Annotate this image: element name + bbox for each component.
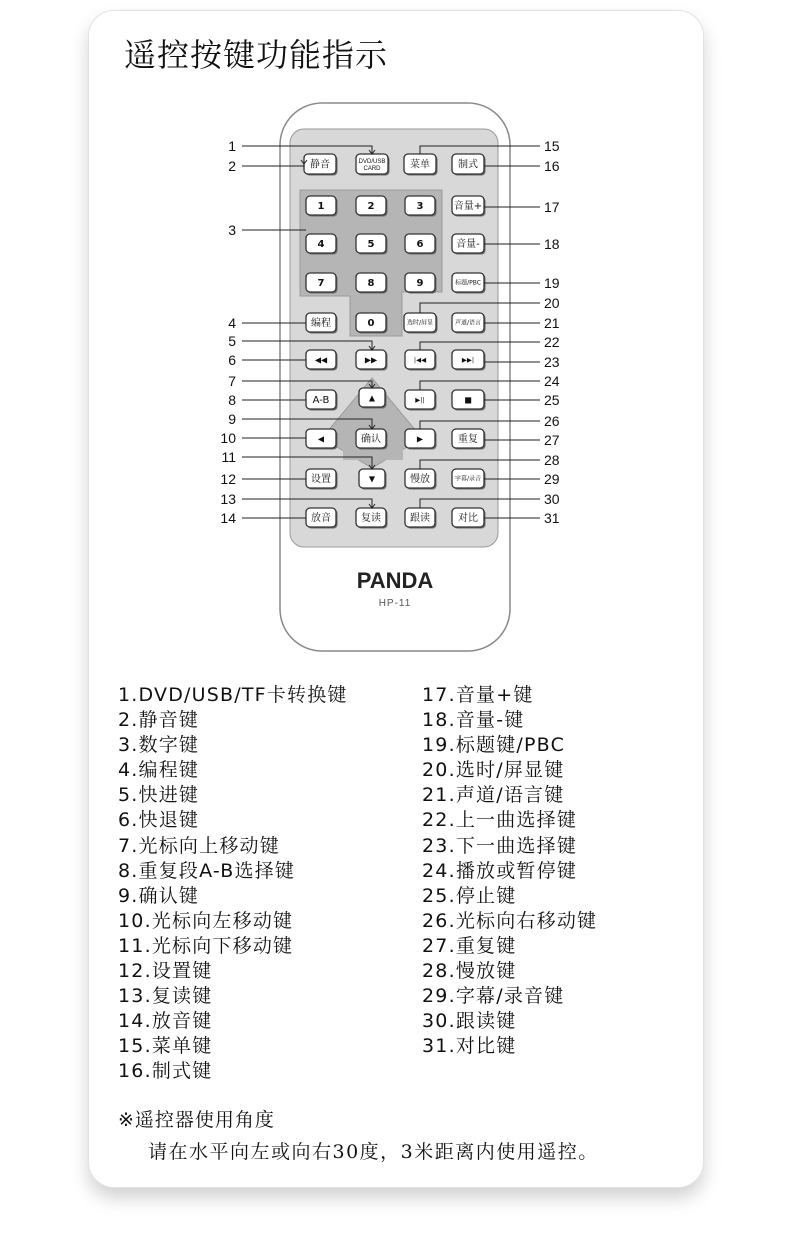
callout-number: 8	[228, 392, 236, 408]
repeat-button[interactable]	[452, 429, 486, 450]
title-pbc-button[interactable]	[452, 273, 486, 294]
cursor-up-button-icon: ▲	[368, 393, 376, 403]
callout-number: 7	[228, 373, 236, 389]
dvd-usb-card-button-label-top: DVD/USB	[358, 159, 386, 165]
legend-item: 11.光标向下移动键	[118, 934, 294, 957]
setup-button[interactable]	[306, 469, 338, 490]
brand-logo: PANDA	[356, 568, 434, 593]
legend-item: 21.声道/语言键	[422, 784, 565, 807]
previous-track-button-icon: |◀◀	[413, 355, 427, 364]
legend-item: 5.快进键	[118, 784, 200, 807]
next-track-button-icon: ▶▶|	[461, 355, 475, 364]
ab-repeat-button-label: A-B	[312, 395, 330, 407]
callout-number: 21	[544, 315, 560, 331]
legend-item: 20.选时/屏显键	[422, 759, 565, 782]
confirm-button[interactable]	[356, 429, 388, 450]
legend-item: 4.编程键	[118, 759, 200, 782]
legend-item: 19.标题键/PBC	[422, 734, 566, 757]
cursor-left-button[interactable]	[306, 429, 338, 450]
callout-number: 31	[544, 510, 560, 526]
legend-item: 10.光标向左移动键	[118, 909, 294, 932]
play-pause-button-icon: ▶||	[415, 395, 425, 404]
legend-item: 26.光标向右移动键	[422, 909, 598, 932]
legend-item: 12.设置键	[118, 960, 213, 983]
legend-item: 15.菜单键	[118, 1035, 213, 1058]
callout-number: 19	[544, 275, 560, 291]
callout-number: 25	[544, 392, 560, 408]
dvd-usb-card-button[interactable]	[356, 154, 390, 176]
callout-number: 17	[544, 199, 560, 215]
callout-number: 22	[544, 334, 560, 350]
cursor-right-button-icon: ▶	[416, 434, 424, 444]
volume-up-button[interactable]	[452, 196, 486, 217]
callout-number: 14	[220, 510, 236, 526]
legend-item: 1.DVD/USB/TF卡转换键	[118, 684, 348, 706]
mute-button-label: 静音	[310, 159, 330, 171]
slow-button-label: 慢放	[410, 474, 430, 486]
number-4-button-label: 4	[317, 239, 325, 251]
playback-button[interactable]	[306, 508, 338, 529]
compare-button[interactable]	[452, 508, 486, 529]
callout-number: 16	[544, 158, 560, 174]
legend-item: 14.放音键	[118, 1010, 213, 1033]
legend-left-column	[118, 683, 348, 1085]
legend-item: 24.播放或暂停键	[422, 859, 578, 882]
cursor-down-button[interactable]	[359, 469, 387, 490]
follow-read-button-label: 跟读	[410, 513, 430, 525]
callout-number: 24	[544, 373, 560, 389]
number-9-button[interactable]	[405, 273, 437, 294]
setup-button-label: 设置	[311, 474, 331, 486]
compare-button-label: 对比	[458, 513, 478, 525]
callout-number: 12	[220, 471, 236, 487]
number-5-button[interactable]	[356, 234, 388, 255]
reread-button-label: 复读	[361, 513, 381, 525]
cursor-down-button-icon: ▼	[368, 474, 376, 484]
callout-number: 27	[544, 432, 560, 448]
ab-repeat-button[interactable]	[306, 390, 338, 411]
legend-item: 17.音量+键	[422, 684, 534, 706]
callout-number: 23	[544, 354, 560, 370]
legend-item: 25.停止键	[422, 884, 517, 907]
rewind-button[interactable]	[306, 350, 338, 371]
callout-number: 13	[220, 491, 236, 507]
system-button[interactable]	[452, 154, 486, 176]
audio-language-button-label: 声道/语言	[454, 319, 482, 327]
cursor-right-button[interactable]	[405, 429, 437, 450]
callout-number: 3	[228, 222, 236, 238]
legend-item: 16.制式键	[118, 1060, 213, 1083]
stop-button-icon: ■	[464, 395, 472, 405]
number-1-button[interactable]	[306, 196, 338, 217]
playback-button-label: 放音	[311, 513, 331, 525]
confirm-button-label: 确认	[361, 434, 381, 446]
legend-item: 7.光标向上移动键	[118, 834, 280, 857]
legend-item: 3.数字键	[118, 734, 200, 757]
callout-number: 11	[221, 449, 236, 465]
time-display-button[interactable]	[404, 313, 438, 334]
time-display-button-label: 选时/屏显	[406, 319, 434, 327]
fast-forward-button[interactable]	[356, 350, 388, 371]
legend-item: 30.跟读键	[422, 1010, 517, 1033]
cursor-up-button[interactable]	[359, 388, 387, 409]
number-7-button-label: 7	[317, 278, 325, 290]
legend-item: 2.静音键	[118, 709, 200, 732]
number-2-button-label: 2	[367, 201, 375, 213]
callout-number: 10	[220, 430, 236, 446]
number-3-button[interactable]	[405, 196, 437, 217]
legend-item: 9.确认键	[118, 884, 200, 907]
callout-number: 20	[544, 295, 560, 311]
number-6-button-label: 6	[416, 239, 424, 251]
next-track-button[interactable]	[452, 350, 486, 371]
callout-number: 2	[228, 158, 236, 174]
number-4-button[interactable]	[306, 234, 338, 255]
legend-item: 31.对比键	[422, 1035, 517, 1058]
rewind-button-icon: ◀◀	[314, 355, 328, 365]
number-0-button-label: 0	[367, 318, 375, 330]
number-9-button-label: 9	[416, 278, 424, 290]
callout-number: 1	[228, 138, 236, 154]
model-label: HP-11	[378, 598, 412, 609]
volume-up-button-label: 音量+	[453, 201, 483, 213]
menu-button[interactable]	[404, 154, 438, 176]
number-2-button[interactable]	[356, 196, 388, 217]
callout-number: 28	[544, 452, 560, 468]
play-pause-button[interactable]	[405, 390, 437, 411]
callout-number: 18	[544, 236, 560, 252]
usage-angle-title: ※遥控器使用角度	[118, 1109, 275, 1131]
legend-item: 22.上一曲选择键	[422, 809, 578, 832]
callout-number: 26	[544, 413, 560, 429]
number-3-button-label: 3	[416, 201, 424, 213]
number-5-button-label: 5	[367, 239, 375, 251]
callout-number: 6	[228, 352, 236, 368]
legend-item: 29.字幕/录音键	[422, 985, 565, 1008]
volume-down-button[interactable]	[452, 234, 486, 255]
volume-down-button-label: 音量-	[456, 239, 480, 251]
legend-item: 6.快退键	[118, 809, 200, 832]
number-7-button[interactable]	[306, 273, 338, 294]
legend-item: 28.慢放键	[422, 960, 517, 983]
previous-track-button[interactable]	[405, 350, 437, 371]
cursor-left-button-icon: ◀	[317, 434, 325, 444]
reread-button[interactable]	[356, 508, 388, 529]
mute-button[interactable]	[304, 154, 338, 176]
system-button-label: 制式	[458, 159, 478, 171]
program-button[interactable]	[306, 313, 338, 334]
legend-item: 23.下一曲选择键	[422, 834, 578, 857]
fast-forward-button-icon: ▶▶	[364, 355, 378, 365]
legend-right-column	[422, 683, 597, 1059]
number-6-button[interactable]	[405, 234, 437, 255]
legend-item: 13.复读键	[118, 985, 213, 1008]
subtitle-record-button[interactable]	[452, 469, 486, 490]
callout-number: 4	[228, 315, 236, 331]
page-title: 遥控按键功能指示	[124, 36, 389, 74]
follow-read-button[interactable]	[405, 508, 437, 529]
number-1-button-label: 1	[317, 201, 325, 213]
callout-number: 15	[544, 138, 560, 154]
number-0-button[interactable]	[356, 313, 388, 334]
legend-item: 8.重复段A-B选择键	[118, 859, 296, 882]
menu-button-label: 菜单	[410, 159, 430, 171]
legend-item: 27.重复键	[422, 934, 517, 957]
repeat-button-label: 重复	[458, 434, 478, 446]
number-8-button[interactable]	[356, 273, 388, 294]
callout-number: 30	[544, 491, 560, 507]
number-8-button-label: 8	[367, 278, 375, 290]
legend-item: 18.音量-键	[422, 709, 525, 732]
subtitle-record-button-label: 字幕/录音	[454, 475, 482, 483]
audio-language-button[interactable]	[452, 313, 486, 334]
callout-number: 5	[228, 333, 236, 349]
usage-angle-text: 请在水平向左或向右30度，3米距离内使用遥控。	[148, 1141, 599, 1163]
program-button-label: 编程	[311, 318, 331, 330]
slow-button[interactable]	[405, 469, 437, 490]
stop-button[interactable]	[452, 390, 486, 411]
dvd-usb-card-button-label-bottom: CARD	[363, 166, 381, 172]
callout-number: 29	[544, 471, 560, 487]
title-pbc-button-label: 标题/PBC	[455, 279, 481, 287]
callout-number: 9	[228, 411, 236, 427]
